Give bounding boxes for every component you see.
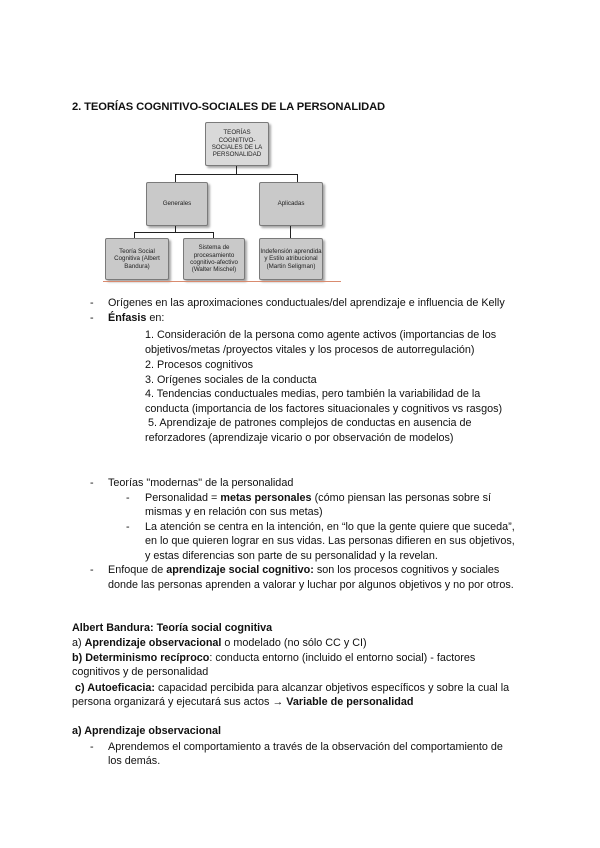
personality-goals-text: Personalidad = metas personales (cómo piensan las personas sobre sí xyxy=(145,492,492,504)
enfoque-text-cont: donde las personas aprenden a valorar y luchar por algunos objetivos y no por otros. xyxy=(108,579,514,591)
bandura-point-c: c) Autoeficacia: capacidad percibida para alcanzar objetivos específicos y sobre la cual la xyxy=(72,682,510,694)
list-item: 5. Aprendizaje de patrones complejos de conductas en ausencia de xyxy=(145,417,472,429)
attention-text-cont: y estas diferencias son parte de su personalidad y la revelan. xyxy=(145,550,438,562)
bullet-dash: - xyxy=(90,564,94,576)
list-item: reforzadores (aprendizaje vicario o por observación de modelos) xyxy=(145,432,454,444)
diagram-seligman-box: Indefensión aprendida y Estilo atribucional (Martin Seligman) xyxy=(259,238,323,280)
enfoque-text: Enfoque de aprendizaje social cognitivo: son los procesos cognitivos y sociales xyxy=(108,564,500,576)
list-item: 1. Consideración de la persona como agente activos (importancias de los xyxy=(145,329,497,341)
diagram-root-box: TEORÍAS COGNITIVO-SOCIALES DE LA PERSONALIDAD xyxy=(205,122,269,166)
emphasis-text: Énfasis en: xyxy=(108,312,165,324)
observational-title: a) Aprendizaje observacional xyxy=(72,725,222,737)
origins-text: Orígenes en las aproximaciones conductuales/del aprendizaje e influencia de Kelly xyxy=(108,297,505,309)
list-item: objetivos/metas /proyectos vitales y los procesos de autorregulación) xyxy=(145,344,475,356)
modern-theories-text: Teorías "modernas" de la personalidad xyxy=(108,477,294,489)
observational-text: Aprendemos el comportamiento a través de la observación del comportamiento de xyxy=(108,741,503,753)
bullet-dash: - xyxy=(90,477,94,489)
diagram-bandura-box: Teoría Social Cognitiva (Albert Bandura) xyxy=(105,238,169,280)
diagram-mischel-box: Sistema de procesamiento cognitivo-afectivo (Walter Mischel) xyxy=(183,238,245,280)
diagram-aplicadas-box: Aplicadas xyxy=(259,182,323,226)
attention-text: La atención se centra en la intención, en “lo que la gente quiere que suceda”, xyxy=(145,521,515,533)
bandura-point-c-cont: persona organizará y ejecutará sus actos → Variable de personalidad xyxy=(72,696,414,708)
diagram-generales-box: Generales xyxy=(146,182,208,226)
bandura-title: Albert Bandura: Teoría social cognitiva xyxy=(72,622,273,634)
section-heading: 2. TEORÍAS COGNITIVO-SOCIALES DE LA PERSONALIDAD xyxy=(72,101,386,113)
bullet-dash: - xyxy=(90,297,94,309)
list-item: conducta (importancia de los factores situacionales y cognitivos vs rasgos) xyxy=(145,403,503,415)
attention-text-cont: en lo que quieren lograr en sus vidas. Las personas difieren en sus objetivos, xyxy=(145,535,515,547)
theories-diagram xyxy=(105,118,345,286)
bullet-dash: - xyxy=(126,492,130,504)
personality-goals-text-cont: mismas y en relación con sus metas) xyxy=(145,506,323,518)
list-item: 3. Orígenes sociales de la conducta xyxy=(145,374,317,386)
bullet-dash: - xyxy=(90,312,94,324)
bullet-dash: - xyxy=(126,521,130,533)
bandura-point-b: b) Determinismo recíproco: conducta entorno (incluido el entorno social) - factores xyxy=(72,652,476,664)
bullet-dash: - xyxy=(90,741,94,753)
list-item: 4. Tendencias conductuales medias, pero también la variabilidad de la xyxy=(145,388,481,400)
bandura-point-b-cont: cognitivos y de personalidad xyxy=(72,666,209,678)
bandura-point-a: a) Aprendizaje observacional o modelado (no sólo CC y CI) xyxy=(72,637,367,649)
observational-text-cont: los demás. xyxy=(108,755,161,767)
list-item: 2. Procesos cognitivos xyxy=(145,359,254,371)
